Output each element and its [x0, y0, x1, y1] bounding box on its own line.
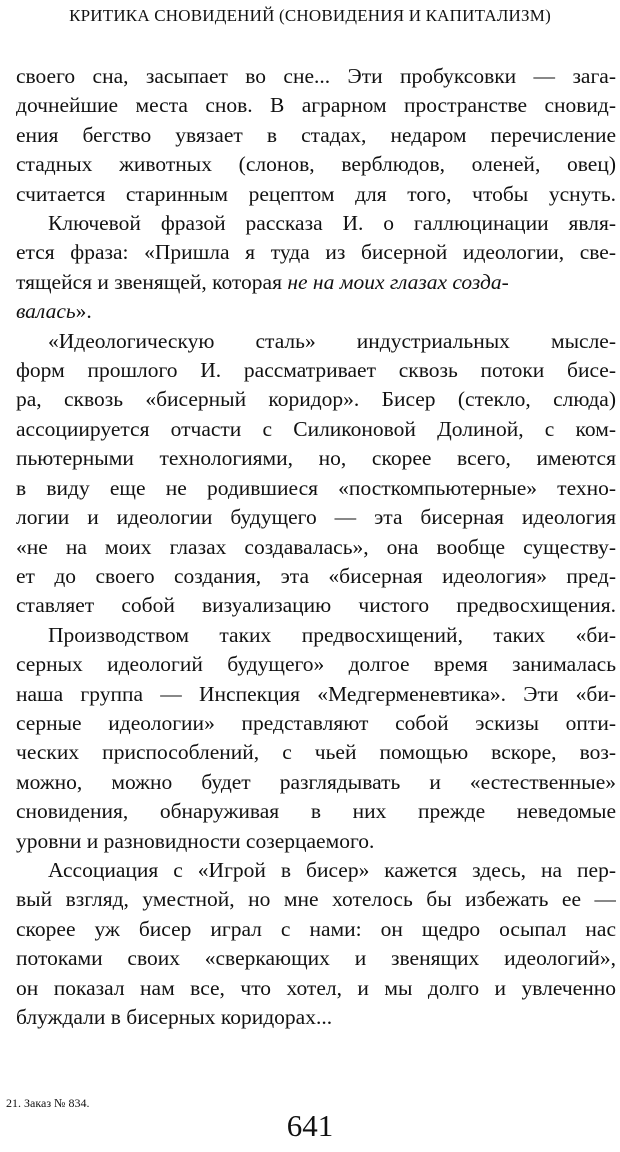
text-segment: ». [75, 299, 92, 324]
text-line: стадных животных (слонов, верблюдов, оленей, овец) [16, 152, 616, 177]
text-line: «Идеологическую сталь» индустриальных мысле- [48, 328, 616, 353]
text-line: ения бегство увязает в стадах, недаром перечисление [16, 122, 616, 147]
text-line-mixed [16, 268, 616, 297]
text-line-mixed [16, 297, 616, 326]
text-line: ческих приспособлений, с чьей помощью вскоре, воз- [16, 740, 616, 765]
text-line: считается старинным рецептом для того, чтобы уснуть. [16, 181, 616, 206]
text-line: своего сна, засыпает во сне... Эти пробуксовки — зага- [16, 64, 616, 88]
text-line: форм прошлого И. рассматривает сквозь потоки бисе- [16, 358, 616, 383]
text-line: блуждали в бисерных коридорах... [16, 1005, 333, 1029]
text-line: пьютерными технологиями, но, скорее всего, имеются [16, 446, 616, 471]
text-line: можно, можно будет разглядывать и «естественные» [16, 769, 616, 794]
text-segment: тящейся и звенящей, которая [16, 269, 288, 294]
text-line: «не на моих глазах создавалась», она вообще существу- [16, 534, 616, 559]
text-line: сновидения, обнаруживая в них прежде неведомые [16, 799, 616, 824]
text-line: серные идеологии» представляют собой эскизы опти- [16, 710, 616, 735]
text-line: вый взгляд, уместной, но мне хотелось бы избежать ее — [16, 887, 616, 912]
text-line: скорее уж бисер играл с нами: он щедро осыпал нас [16, 916, 616, 941]
text-line: наша группа — Инспекция «Медгерменевтика». Эти «би- [16, 681, 616, 706]
text-line: ется фраза: «Пришла я туда из бисерной идеологии, све- [16, 240, 616, 265]
text-line: логии и идеологии будущего — эта бисерная идеология [16, 505, 616, 530]
text-line: в виду еще не родившиеся «посткомпьютерные» техно- [16, 475, 616, 500]
body-text [16, 62, 616, 1032]
text-line: уровни и разновидности созерцаемого. [16, 828, 375, 853]
printer-signature: 21. Заказ № 834. [6, 1096, 90, 1110]
page-number: 641 [286, 1108, 334, 1143]
text-line: Производством таких предвосхищений, таких «би- [48, 622, 616, 647]
text-line: ассоциируется отчасти с Силиконовой Долиной, с ком- [16, 416, 616, 441]
italic-quote: не на моих глазах созда- [287, 269, 509, 294]
text-line: ет до своего создания, эта «бисерная идеология» пред- [16, 563, 616, 588]
text-line: ставляет собой визуализацию чистого предвосхищения. [16, 593, 616, 618]
text-line: ра, сквозь «бисерный коридор». Бисер (стекло, слюда) [16, 387, 616, 412]
running-head: КРИТИКА СНОВИДЕНИЙ (СНОВИДЕНИЯ И КАПИТАЛИЗМ) [69, 6, 551, 25]
text-line: серных идеологий будущего» долгое время занималась [16, 652, 616, 677]
text-line: Ключевой фразой рассказа И. о галлюцинации явля- [48, 211, 616, 236]
text-line: Ассоциация с «Игрой в бисер» кажется здесь, на пер- [48, 857, 616, 882]
text-line: потоками своих «сверкающих и звенящих идеологий», [16, 946, 616, 971]
text-line: он показал нам все, что хотел, и мы долго и увлеченно [16, 975, 616, 1000]
italic-quote: валась [16, 299, 76, 324]
text-line: дочнейшие места снов. В аграрном пространстве сновид- [16, 93, 616, 118]
